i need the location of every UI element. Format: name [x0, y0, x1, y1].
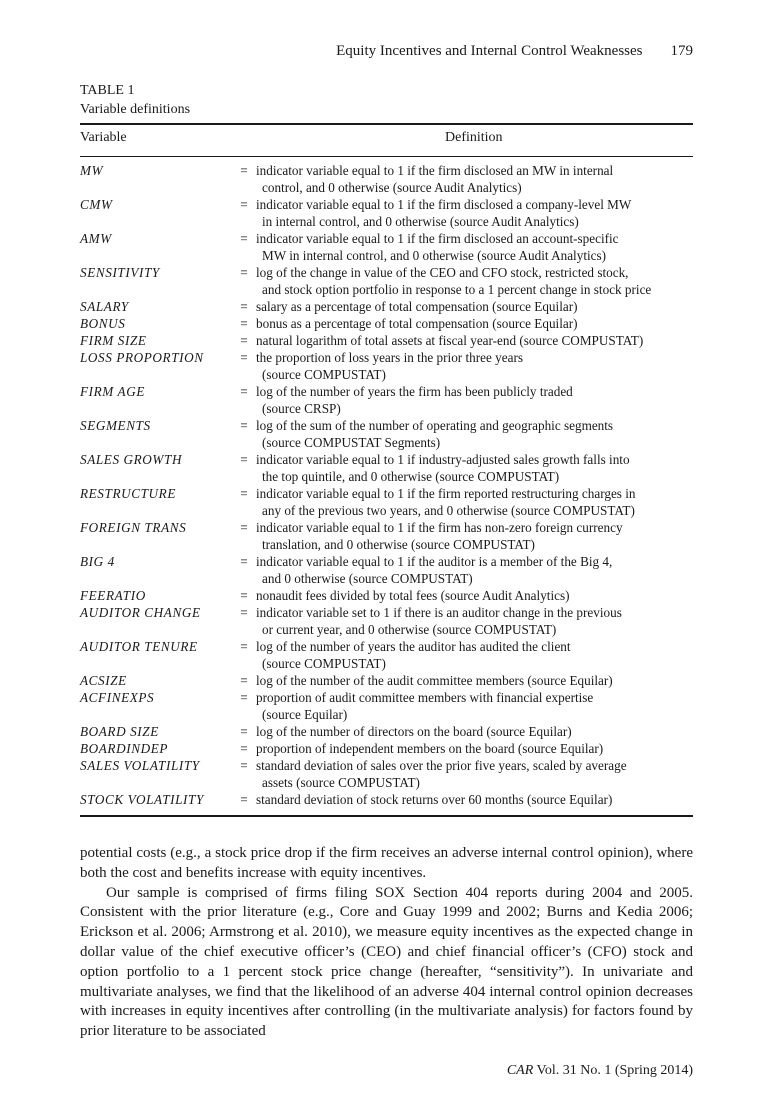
table-row	[80, 485, 693, 519]
variable-name: AMW	[80, 231, 112, 246]
definition-line-1: log of the sum of the number of operating and geographic segments	[256, 418, 614, 433]
table-row	[80, 791, 693, 808]
definition-line-1: bonus as a percentage of total compensation (source Equilar)	[256, 316, 578, 331]
definition-line-1: indicator variable set to 1 if there is an auditor change in the previous	[256, 605, 622, 620]
column-header-definition: Definition	[445, 130, 503, 145]
table-body	[80, 162, 693, 808]
table-row	[80, 332, 693, 349]
variable-name: AUDITOR TENURE	[80, 639, 198, 654]
table-row	[80, 723, 693, 740]
variable-name: SALARY	[80, 299, 129, 314]
table-row	[80, 162, 693, 196]
table-row	[80, 315, 693, 332]
definition-line-1: log of the number of years the firm has been publicly traded	[256, 384, 573, 399]
definition-line-2: the top quintile, and 0 otherwise (source COMPUSTAT)	[262, 469, 560, 484]
table-row	[80, 689, 693, 723]
definition-line-1: standard deviation of sales over the prior five years, scaled by average	[256, 758, 627, 773]
equals-sign: =	[240, 231, 248, 246]
equals-sign: =	[240, 605, 248, 620]
variable-definition	[256, 298, 693, 315]
table-row	[80, 604, 693, 638]
variable-definition	[256, 740, 693, 757]
variable-definition	[256, 553, 693, 587]
variable-definition	[256, 791, 693, 808]
paragraph-1: potential costs (e.g., a stock price drop if the firm receives an adverse internal control opinion), where both the cost and benefits increase with equity incentives.	[80, 845, 693, 881]
table-row	[80, 196, 693, 230]
journal-issue: Vol. 31 No. 1 (Spring 2014)	[536, 1063, 693, 1078]
variable-definition	[256, 383, 693, 417]
variable-name: BOARD SIZE	[80, 724, 159, 739]
variable-definitions-table	[80, 162, 693, 808]
definition-line-1: salary as a percentage of total compensation (source Equilar)	[256, 299, 578, 314]
page-footer	[80, 1063, 693, 1079]
variable-name: AUDITOR CHANGE	[80, 605, 201, 620]
equals-sign: =	[240, 792, 248, 807]
equals-sign: =	[240, 486, 248, 501]
definition-line-2: (source Equilar)	[262, 707, 348, 722]
table-row	[80, 417, 693, 451]
table-row	[80, 638, 693, 672]
definition-line-2: control, and 0 otherwise (source Audit Analytics)	[262, 180, 522, 195]
definition-line-1: standard deviation of stock returns over 60 months (source Equilar)	[256, 792, 613, 807]
definition-line-1: log of the change in value of the CEO and CFO stock, restricted stock,	[256, 265, 629, 280]
variable-definition	[256, 315, 693, 332]
table-row	[80, 349, 693, 383]
equals-sign: =	[240, 299, 248, 314]
variable-definition	[256, 417, 693, 451]
column-header-variable: Variable	[80, 130, 127, 145]
variable-definition	[256, 230, 693, 264]
equals-sign: =	[240, 418, 248, 433]
table-row	[80, 298, 693, 315]
definition-line-2: assets (source COMPUSTAT)	[262, 775, 420, 790]
equals-sign: =	[240, 673, 248, 688]
variable-name: STOCK VOLATILITY	[80, 792, 204, 807]
equals-sign: =	[240, 316, 248, 331]
variable-name: ACSIZE	[80, 673, 127, 688]
equals-sign: =	[240, 197, 248, 212]
definition-line-1: log of the number of years the auditor has audited the client	[256, 639, 571, 654]
variable-name: SEGMENTS	[80, 418, 151, 433]
equals-sign: =	[240, 588, 248, 603]
definition-line-2: translation, and 0 otherwise (source COMPUSTAT)	[262, 537, 535, 552]
variable-definition	[256, 587, 693, 604]
definition-line-2: (source CRSP)	[262, 401, 341, 416]
variable-name: SALES VOLATILITY	[80, 758, 200, 773]
definition-line-2: (source COMPUSTAT Segments)	[262, 435, 441, 450]
definition-line-2: and stock option portfolio in response to a 1 percent change in stock price	[262, 282, 652, 297]
definition-line-2: (source COMPUSTAT)	[262, 367, 386, 382]
definition-line-2: or current year, and 0 otherwise (source COMPUSTAT)	[262, 622, 557, 637]
variable-name: SENSITIVITY	[80, 265, 160, 280]
definition-line-1: the proportion of loss years in the prior three years	[256, 350, 523, 365]
variable-definition	[256, 638, 693, 672]
table-header-rule	[80, 156, 693, 157]
variable-name: LOSS PROPORTION	[80, 350, 204, 365]
variable-definition	[256, 604, 693, 638]
variable-definition	[256, 196, 693, 230]
definition-line-1: indicator variable equal to 1 if the firm disclosed an account-specific	[256, 231, 619, 246]
table-row	[80, 383, 693, 417]
running-title: Equity Incentives and Internal Control Weaknesses	[336, 43, 643, 59]
table-caption: Variable definitions	[80, 102, 191, 117]
table-number: TABLE 1	[80, 83, 135, 98]
variable-definition	[256, 672, 693, 689]
variable-name: FIRM SIZE	[80, 333, 147, 348]
equals-sign: =	[240, 452, 248, 467]
table-top-rule	[80, 123, 693, 125]
variable-definition	[256, 332, 693, 349]
definition-line-1: nonaudit fees divided by total fees (source Audit Analytics)	[256, 588, 570, 603]
variable-name: BIG 4	[80, 554, 115, 569]
variable-name: SALES GROWTH	[80, 452, 183, 467]
variable-name: FIRM AGE	[80, 384, 145, 399]
definition-line-2: MW in internal control, and 0 otherwise (source Audit Analytics)	[262, 248, 607, 263]
page-number: 179	[670, 43, 693, 59]
equals-sign: =	[240, 333, 248, 348]
definition-line-2: in internal control, and 0 otherwise (source Audit Analytics)	[262, 214, 579, 229]
variable-name: BONUS	[80, 316, 126, 331]
variable-definition	[256, 349, 693, 383]
equals-sign: =	[240, 265, 248, 280]
variable-definition	[256, 689, 693, 723]
definition-line-1: indicator variable equal to 1 if the firm reported restructuring charges in	[256, 486, 636, 501]
definition-line-2: (source COMPUSTAT)	[262, 656, 386, 671]
table-row	[80, 451, 693, 485]
variable-name: MW	[80, 163, 104, 178]
variable-name: FOREIGN TRANS	[80, 520, 187, 535]
variable-name: BOARDINDEP	[80, 741, 169, 756]
equals-sign: =	[240, 690, 248, 705]
table-bottom-rule	[80, 815, 693, 817]
definition-line-1: indicator variable equal to 1 if the firm has non-zero foreign currency	[256, 520, 623, 535]
definition-line-2: any of the previous two years, and 0 otherwise (source COMPUSTAT)	[262, 503, 635, 518]
paragraph-2: Our sample is comprised of firms filing SOX Section 404 reports during 2004 and 2005. Consistent with the prior literature (e.g., Core and Guay 1999 and 2002; Burns and Kedia 2006; Erickson et al. 2006; Armstrong et al. 2010), we measure equity incentives as the expected change in dollar value of the chief executive officer’s (CEO) and chief financial officer’s (CFO) stock and option portfolio to a 1 percent stock price change (hereafter, “sensitivity”). In univariate and multivariate analyses, we find that the likelihood of an adverse 404 internal control opinion decreases with increases in equity incentives after controlling (in the multivariate analysis) for factors found by prior literature to be associated	[80, 884, 693, 1040]
definition-line-1: proportion of independent members on the board (source Equilar)	[256, 741, 604, 756]
table-row	[80, 587, 693, 604]
table-row	[80, 230, 693, 264]
definition-line-2: and 0 otherwise (source COMPUSTAT)	[262, 571, 473, 586]
table-row	[80, 553, 693, 587]
table-row	[80, 519, 693, 553]
equals-sign: =	[240, 350, 248, 365]
variable-definition	[256, 485, 693, 519]
equals-sign: =	[240, 724, 248, 739]
equals-sign: =	[240, 758, 248, 773]
running-head	[80, 43, 693, 60]
equals-sign: =	[240, 384, 248, 399]
variable-name: CMW	[80, 197, 113, 212]
table-row	[80, 757, 693, 791]
journal-name: CAR	[506, 1063, 534, 1078]
definition-line-1: indicator variable equal to 1 if the auditor is a member of the Big 4,	[256, 554, 613, 569]
table-row	[80, 672, 693, 689]
variable-name: ACFINEXPS	[80, 690, 155, 705]
equals-sign: =	[240, 163, 248, 178]
table-label-block	[80, 81, 190, 119]
definition-line-1: indicator variable equal to 1 if the firm disclosed a company-level MW	[256, 197, 632, 212]
definition-line-1: indicator variable equal to 1 if industry-adjusted sales growth falls into	[256, 452, 630, 467]
equals-sign: =	[240, 520, 248, 535]
variable-definition	[256, 519, 693, 553]
variable-definition	[256, 451, 693, 485]
definition-line-1: proportion of audit committee members with financial expertise	[256, 690, 594, 705]
equals-sign: =	[240, 639, 248, 654]
definition-line-1: log of the number of directors on the board (source Equilar)	[256, 724, 572, 739]
variable-name: FEERATIO	[80, 588, 146, 603]
variable-definition	[256, 723, 693, 740]
variable-definition	[256, 264, 693, 298]
definition-line-1: log of the number of the audit committee members (source Equilar)	[256, 673, 613, 688]
variable-definition	[256, 162, 693, 196]
equals-sign: =	[240, 741, 248, 756]
table-row	[80, 264, 693, 298]
equals-sign: =	[240, 554, 248, 569]
variable-definition	[256, 757, 693, 791]
variable-name: RESTRUCTURE	[80, 486, 176, 501]
definition-line-1: natural logarithm of total assets at fiscal year-end (source COMPUSTAT)	[256, 333, 644, 348]
definition-line-1: indicator variable equal to 1 if the firm disclosed an MW in internal	[256, 163, 614, 178]
table-row	[80, 740, 693, 757]
body-text	[80, 844, 693, 1042]
